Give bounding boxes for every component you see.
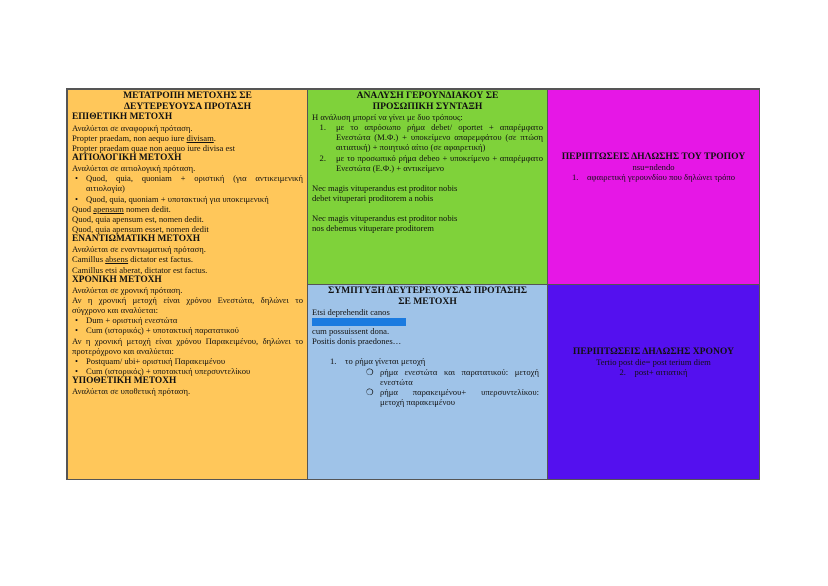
participle-title-line1: ΜΕΤΑΤΡΟΠΗ ΜΕΤΟΧΗΣ ΣΕ: [123, 90, 252, 101]
manner-title: ΠΕΡΙΠΤΩΣΕΙΣ ΔΗΛΩΣΗΣ ΤΟΥ ΤΡΟΠΟΥ: [561, 151, 746, 162]
causal-example-2: Quod, quia apensum est, nomen dedit.: [72, 213, 204, 224]
contraction-item-text: το ρήμα γίνεται μετοχή: [345, 356, 426, 367]
highlight-bar: [312, 318, 406, 326]
causal-example-3: Quod, quia apensum esset, nomen dedit: [72, 223, 209, 234]
manner-cell: [547, 89, 760, 285]
summary-table: [66, 88, 760, 480]
contraction-item: [312, 356, 543, 366]
manner-line-1: nsu=ndendo: [632, 162, 675, 172]
gerundive-example-2b: nos debemus vituperare proditorem: [312, 223, 434, 234]
gerundive-title-line2: ΠΡΟΣΩΠΙΚΗ ΣΥΝΤΑΞΗ: [372, 100, 483, 112]
causal-bullet-2: • Quod, quia, quoniam + υποτακτική για υποκειμενική: [86, 194, 303, 204]
contraction-cell: [307, 284, 548, 480]
manner-item-text: αφαιρετική γερουνδίου που δηλώνει τρόπο: [587, 172, 736, 183]
concessive-note: Αναλύεται σε εναντιωματική πρόταση.: [72, 244, 206, 255]
attributive-example-1: [72, 133, 303, 143]
time-item: [548, 367, 759, 377]
contraction-subitem-2: [312, 387, 543, 407]
causal-ex1-post: nomen dedit.: [123, 203, 171, 214]
contraction-title-line2: ΣΕ ΜΕΤΟΧΗ: [398, 295, 457, 307]
causal-heading: ΑΙΤΙΟΛΟΓΙΚΗ ΜΕΤΟΧΗ: [72, 152, 182, 163]
contraction-subitem-1: [312, 367, 543, 387]
causal-note: Αναλύεται σε αιτιολογική πρόταση.: [72, 163, 196, 174]
causal-example-1: [72, 204, 303, 214]
time-item-text: post+ αιτιατική: [634, 367, 688, 378]
manner-item-number: 1.: [571, 172, 579, 183]
gerundive-item-1-number: 1.: [319, 122, 326, 133]
manner-item: [548, 172, 759, 182]
contraction-item-number: 1.: [330, 356, 337, 367]
gerundive-item-2-text: με το προσωπικό ρήμα debeo + υποκείμενο + απαρέμφατο Ενεστώτα (Ε.Φ.) + αντικείμενο: [336, 152, 543, 173]
temporal-note: Αναλύεται σε χρονική πρόταση.: [72, 285, 183, 296]
gerundive-example-1b: debet vituperari proditorem a nobis: [312, 192, 434, 203]
temporal-paragraph-1: Αν η χρονική μετοχή είναι χρόνου Ενεστώτα, δηλώνει το σύγχρονο και αναλύεται:: [72, 295, 303, 316]
temporal-bullet-list-1: [72, 315, 303, 335]
circle-bullet-icon: ❍: [366, 366, 374, 377]
temporal-bullet-1: • Dum + οριστική ενεστώτα: [86, 315, 303, 325]
time-line-1: Tertio post die= post terium diem: [596, 357, 711, 367]
participle-conversion-cell: [67, 89, 308, 480]
gerundive-intro: Η ανάλυση μπορεί να γίνει με δυο τρόπους:: [312, 112, 463, 123]
gerundive-item-2-number: 2.: [319, 152, 326, 163]
temporal-paragraph-2: Αν η χρονική μετοχή είναι χρόνου Παρακειμένου, δηλώνει το προτερόχρονο και αναλύεται:: [72, 335, 303, 356]
conc-ex1-pre: Camillus: [72, 254, 106, 265]
conditional-note: Αναλύεται σε υποθετική πρόταση.: [72, 386, 191, 397]
gerundive-example-1a: Nec magis vituperandus est proditor nobis: [312, 182, 458, 193]
attributive-note: Αναλύεται σε αναφορική πρόταση.: [72, 122, 193, 133]
gerundive-numbered-list: [312, 122, 543, 172]
concessive-example-2: Camillus etsi aberat, dictator est factus.: [72, 264, 208, 275]
attributive-heading: ΕΠΙΘΕΤΙΚΗ ΜΕΤΟΧΗ: [72, 112, 173, 123]
causal-ex1-underlined: apensum: [93, 203, 124, 214]
contraction-subitem-1-text: ρήμα ενεστώτα και παρατατικού: μετοχή ενεστώτα: [380, 366, 539, 387]
contraction-line-1: Etsi deprehendit canos: [312, 307, 390, 318]
causal-bullet-1: • Quod, quia, quoniam + οριστική (για αντικειμενική αιτιολογία): [86, 173, 303, 193]
conc-ex1-post: dictator est factus.: [128, 254, 194, 265]
temporal-bullet-4: • Cum (ιστορικός) + υποτακτική υπερσυντελίκου: [86, 366, 303, 376]
attr-ex1-pre: Propter praedam, non aequo iure: [72, 132, 187, 143]
circle-bullet-icon: ❍: [366, 386, 374, 397]
conditional-heading: ΥΠΟΘΕΤΙΚΗ ΜΕΤΟΧΗ: [72, 375, 177, 386]
gerundive-title-line1: ΑΝΑΛΥΣΗ ΓΕΡΟΥΝΔΙΑΚΟΥ ΣΕ: [356, 90, 499, 101]
causal-bullet-list: [72, 173, 303, 203]
gerundive-example-2a: Nec magis vituperandus est proditor nobis: [312, 212, 458, 223]
attr-ex1-post: .: [213, 132, 216, 143]
time-item-number: 2.: [619, 367, 626, 378]
temporal-heading: ΧΡΟΝΙΚΗ ΜΕΤΟΧΗ: [72, 274, 162, 285]
participle-title-line2: ΔΕΥΤΕΡΕΥΟΥΣΑ ΠΡΟΤΑΣΗ: [123, 100, 252, 112]
contraction-subitem-2-text: ρήμα παρακειμένου+ υπερσυντελίκου: μετοχή παρακειμένου: [380, 386, 539, 407]
temporal-bullet-2: • Cum (ιστορικός) + υποτακτική παρατατικού: [86, 325, 303, 335]
attr-ex1-underlined: divisam: [186, 132, 214, 143]
time-cell: [547, 284, 760, 480]
concessive-example-1: [72, 254, 303, 264]
gerundive-item-1-text: με το απρόσωπο ρήμα debet/ oportet + απαρέμφατο Ενεστώτα (Μ.Φ.) + υποκείμενο απαρεμφάτου (σε πτώση αιτιατική) + ποιητικό αίτιο (σε αφαιρετική): [336, 122, 543, 153]
concessive-heading: ΕΝΑΝΤΙΩΜΑΤΙΚΗ ΜΕΤΟΧΗ: [72, 233, 201, 244]
time-block: [548, 346, 759, 378]
contraction-title-line1: ΣΥΜΠΤΥΞΗ ΔΕΥΤΕΡΕΥΟΥΣΑΣ ΠΡΟΤΑΣΗΣ: [327, 285, 528, 296]
contraction-line-3: Positis donis praedones…: [312, 336, 402, 347]
attributive-example-2: Propter praedam quae non aequo iure divisa est: [72, 142, 235, 153]
time-title: ΠΕΡΙΠΤΩΣΕΙΣ ΔΗΛΩΣΗΣ ΧΡΟΝΟΥ: [572, 346, 735, 357]
contraction-line-2: cum possuissent dona.: [312, 326, 390, 337]
temporal-bullet-3: • Postquam/ ubi+ οριστική Παρακειμένου: [86, 356, 303, 366]
conc-ex1-underlined: absens: [105, 254, 129, 265]
gerundive-item-1: [312, 122, 543, 152]
gerundive-analysis-cell: [307, 89, 548, 285]
gerundive-item-2: [312, 153, 543, 173]
manner-block: [548, 151, 759, 183]
temporal-bullet-list-2: [72, 356, 303, 376]
causal-ex1-pre: Quod: [72, 203, 94, 214]
